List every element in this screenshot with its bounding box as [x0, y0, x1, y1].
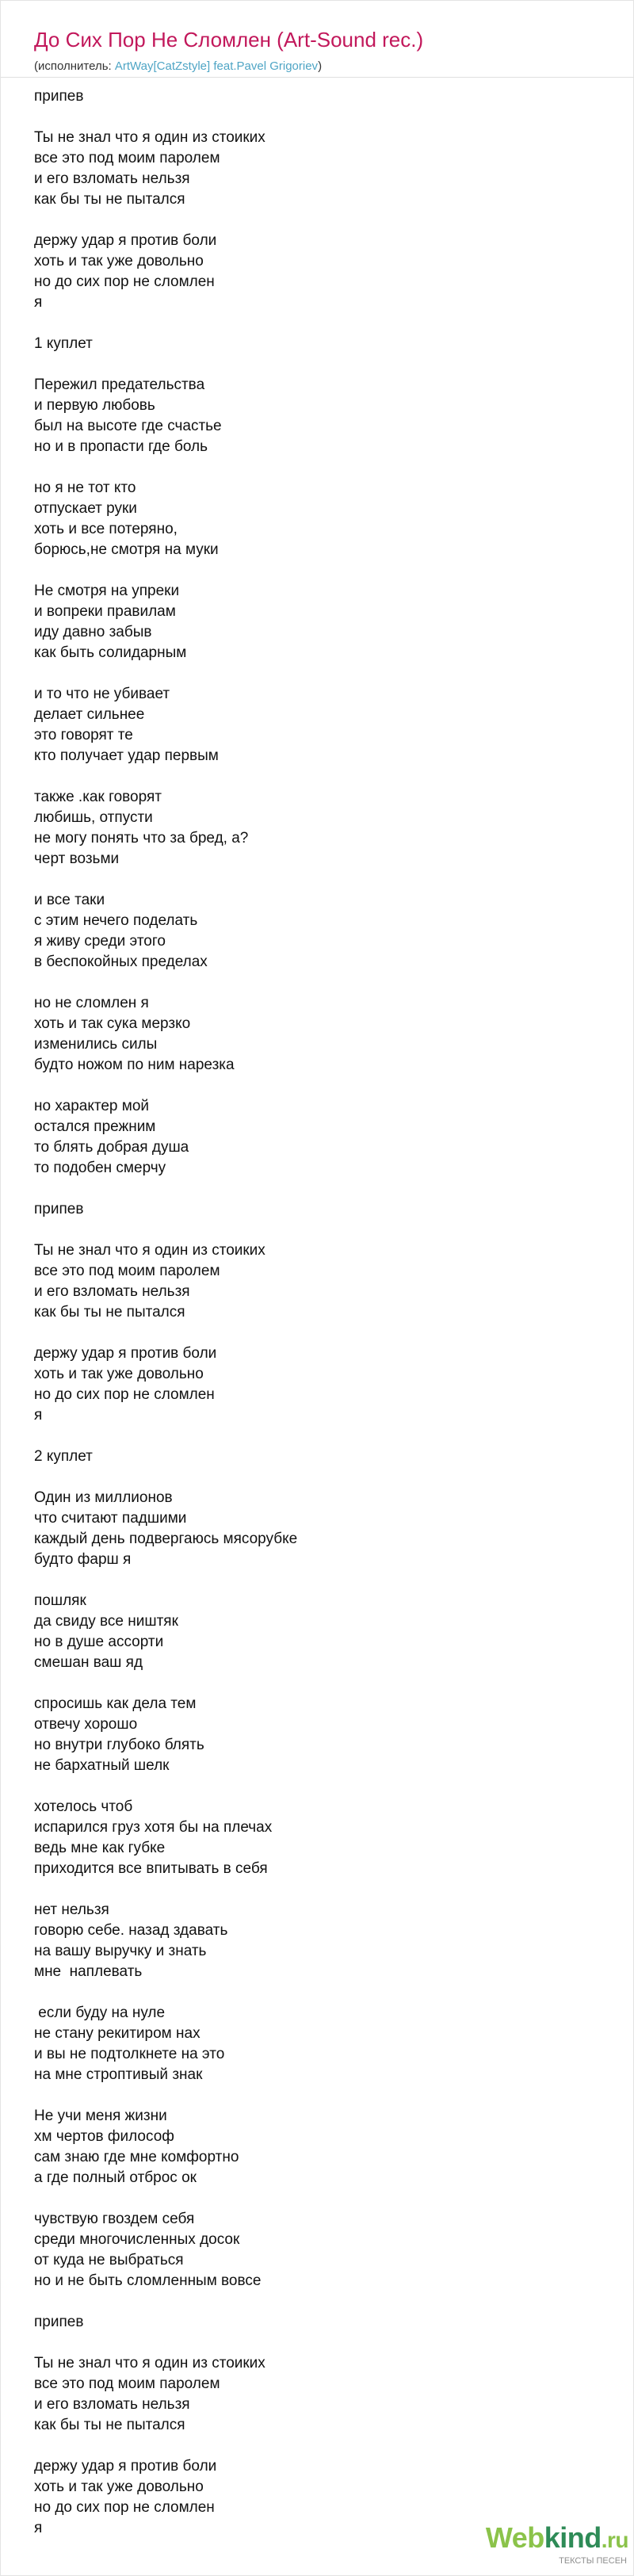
- lyric-line: любишь, отпусти: [34, 809, 153, 826]
- lyric-blank-line: [34, 1467, 589, 1488]
- lyric-line: то подобен смерчу: [34, 1160, 166, 1176]
- lyric-blank-line: [34, 2291, 589, 2312]
- lyric-line: как быть солидарным: [34, 644, 187, 661]
- lyric-blank-line: [34, 560, 589, 581]
- lyric-line: Один из миллионов: [34, 1489, 173, 1506]
- lyric-line: отпускает руки: [34, 500, 137, 517]
- lyric-line: испарился груз хотя бы на плечах: [34, 1819, 273, 1836]
- lyric-line: 1 куплет: [34, 335, 93, 352]
- lyric-line: и все таки: [34, 892, 105, 908]
- lyric-line: хоть и так уже довольно: [34, 1366, 204, 1382]
- lyric-line: среди многочисленных досок: [34, 2231, 240, 2248]
- lyric-line: черт возьми: [34, 850, 120, 867]
- lyric-line: и его взломать нельзя: [34, 2396, 190, 2413]
- lyric-line: нет нельзя: [34, 1901, 109, 1918]
- artist-link[interactable]: ArtWay[CatZstyle] feat.Pavel Grigoriev: [114, 59, 319, 73]
- lyric-blank-line: [34, 1179, 589, 1199]
- webkind-logo[interactable]: [454, 2521, 628, 2569]
- lyric-line: приходится все впитывать в себя: [34, 1860, 268, 1877]
- logo-web-text: Web: [485, 2521, 544, 2554]
- lyric-line: изменились силы: [34, 1036, 158, 1053]
- lyric-blank-line: [34, 1673, 589, 1694]
- lyric-line: говорю себе. назад здавать: [34, 1922, 228, 1939]
- lyric-line: на вашу выручку и знать: [34, 1943, 207, 1959]
- lyric-line: но не сломлен я: [34, 995, 149, 1011]
- lyric-line: но в душе ассорти: [34, 1634, 164, 1650]
- song-title: До Сих Пор Не Сломлен (Art-Sound rec.): [34, 28, 424, 52]
- lyric-blank-line: [34, 1570, 589, 1591]
- lyric-line: спросишь как дела тем: [34, 1695, 197, 1712]
- lyric-line: на мне строптивый знак: [34, 2066, 203, 2083]
- lyric-line: сам знаю где мне комфортно: [34, 2149, 239, 2165]
- lyric-line: припев: [34, 88, 84, 105]
- lyric-blank-line: [34, 2085, 589, 2106]
- lyric-line: от куда не выбраться: [34, 2252, 184, 2268]
- lyric-line: с этим нечего поделать: [34, 912, 198, 929]
- lyric-line: остался прежним: [34, 1118, 156, 1135]
- lyric-blank-line: [34, 973, 589, 993]
- lyric-blank-line: [34, 1776, 589, 1797]
- lyric-blank-line: [34, 1426, 589, 1447]
- lyric-line: держу удар я против боли: [34, 1345, 217, 1362]
- lyric-line: я: [34, 294, 43, 311]
- lyric-line: хоть и так уже довольно: [34, 253, 204, 269]
- lyric-line: и то что не убивает: [34, 686, 170, 702]
- lyric-blank-line: [34, 354, 589, 375]
- lyric-blank-line: [34, 2188, 589, 2209]
- lyric-blank-line: [34, 2333, 589, 2353]
- lyric-line: я: [34, 1407, 43, 1424]
- lyric-line: если буду на нуле: [34, 2005, 166, 2021]
- lyric-line: Ты не знал что я один из стоиких: [34, 1242, 265, 1259]
- lyric-blank-line: [34, 313, 589, 334]
- lyric-line: держу удар я против боли: [34, 232, 217, 249]
- logo-wordmark: [486, 2521, 628, 2555]
- lyric-blank-line: [34, 766, 589, 787]
- lyric-line: не стану рекитиром нах: [34, 2025, 201, 2042]
- lyrics-block: [34, 86, 589, 2539]
- lyric-blank-line: [34, 457, 589, 478]
- lyric-blank-line: [34, 2436, 589, 2456]
- lyric-line: не бархатный шелк: [34, 1757, 170, 1774]
- lyric-line: отвечу хорошо: [34, 1716, 138, 1733]
- lyric-line: припев: [34, 1201, 84, 1217]
- lyric-blank-line: [34, 1220, 589, 1240]
- lyric-line: и его взломать нельзя: [34, 1283, 190, 1300]
- lyric-blank-line: [34, 1982, 589, 2003]
- lyric-line: Пережил предательства: [34, 376, 205, 393]
- logo-tagline: ТЕКСТЫ ПЕСЕН: [559, 2556, 627, 2566]
- lyric-line: припев: [34, 2314, 84, 2330]
- lyric-line: кто получает удар первым: [34, 747, 219, 764]
- lyric-line: да свиду все ништяк: [34, 1613, 178, 1630]
- logo-ru-text: .ru: [601, 2528, 628, 2552]
- divider: [1, 77, 634, 78]
- byline-suffix: ): [318, 59, 323, 73]
- lyric-blank-line: [34, 869, 589, 890]
- byline-prefix: (исполнитель:: [34, 59, 115, 73]
- lyric-blank-line: [34, 107, 589, 128]
- lyric-line: Не смотря на упреки: [34, 583, 180, 599]
- lyric-line: борюсь,не смотря на муки: [34, 541, 219, 558]
- lyric-line: как бы ты не пытался: [34, 2417, 185, 2433]
- lyric-line: как бы ты не пытался: [34, 191, 185, 208]
- lyric-line: все это под моим паролем: [34, 150, 220, 166]
- lyric-line: будто ножом по ним нарезка: [34, 1057, 235, 1073]
- lyric-line: но до сих пор не сломлен: [34, 2499, 215, 2516]
- lyric-line: но я не тот кто: [34, 480, 136, 496]
- lyric-line: был на высоте где счастье: [34, 418, 222, 434]
- lyric-line: но и не быть сломленным вовсе: [34, 2272, 262, 2289]
- lyric-line: все это под моим паролем: [34, 2375, 220, 2392]
- lyric-line: будто фарш я: [34, 1551, 132, 1568]
- lyric-line: иду давно забыв: [34, 624, 152, 640]
- lyric-blank-line: [34, 663, 589, 684]
- lyric-line: смешан ваш яд: [34, 1654, 143, 1671]
- lyric-line: также .как говорят: [34, 789, 162, 805]
- lyric-line: как бы ты не пытался: [34, 1304, 185, 1320]
- lyric-line: но до сих пор не сломлен: [34, 273, 215, 290]
- lyric-line: но внутри глубоко блять: [34, 1737, 204, 1753]
- lyric-line: хоть и все потеряно,: [34, 521, 178, 537]
- lyric-line: я живу среди этого: [34, 933, 166, 950]
- lyric-blank-line: [34, 210, 589, 231]
- lyric-line: и вопреки правилам: [34, 603, 176, 620]
- lyric-line: пошляк: [34, 1592, 86, 1609]
- lyric-line: хоть и так уже довольно: [34, 2479, 204, 2495]
- lyric-line: но до сих пор не сломлен: [34, 1386, 215, 1403]
- lyric-line: и его взломать нельзя: [34, 170, 190, 187]
- lyric-line: но и в пропасти где боль: [34, 438, 208, 455]
- lyric-line: Не учи меня жизни: [34, 2108, 167, 2124]
- lyric-line: делает сильнее: [34, 706, 145, 723]
- lyric-blank-line: [34, 1323, 589, 1343]
- lyric-line: что считают падшими: [34, 1510, 187, 1527]
- lyric-blank-line: [34, 1879, 589, 1900]
- lyric-line: это говорят те: [34, 727, 133, 743]
- lyric-line: хм чертов философ: [34, 2128, 174, 2145]
- lyric-line: Ты не знал что я один из стоиких: [34, 129, 265, 146]
- lyric-line: ведь мне как губке: [34, 1840, 166, 1856]
- lyric-line: каждый день подвергаюсь мясорубке: [34, 1531, 298, 1547]
- lyric-line: чувствую гвоздем себя: [34, 2211, 195, 2227]
- lyric-line: все это под моим паролем: [34, 1263, 220, 1279]
- lyric-line: хоть и так сука мерзко: [34, 1015, 191, 1032]
- lyric-line: и первую любовь: [34, 397, 155, 414]
- lyric-blank-line: [34, 1076, 589, 1096]
- byline: [34, 59, 322, 73]
- lyric-line: и вы не подтолкнете на это: [34, 2046, 225, 2062]
- lyric-line: не могу понять что за бред, а?: [34, 830, 249, 847]
- lyric-line: а где полный отброс ок: [34, 2169, 197, 2186]
- lyric-line: в беспокойных пределах: [34, 954, 208, 970]
- lyric-line: я: [34, 2520, 43, 2536]
- logo-kind-text: kind: [544, 2521, 602, 2554]
- lyric-line: но характер мой: [34, 1098, 149, 1114]
- lyric-line: держу удар я против боли: [34, 2458, 217, 2475]
- lyric-line: хотелось чтоб: [34, 1798, 133, 1815]
- lyric-line: Ты не знал что я один из стоиких: [34, 2355, 265, 2372]
- lyric-line: мне наплевать: [34, 1963, 143, 1980]
- lyric-line: 2 куплет: [34, 1448, 93, 1465]
- lyric-line: то блять добрая душа: [34, 1139, 189, 1156]
